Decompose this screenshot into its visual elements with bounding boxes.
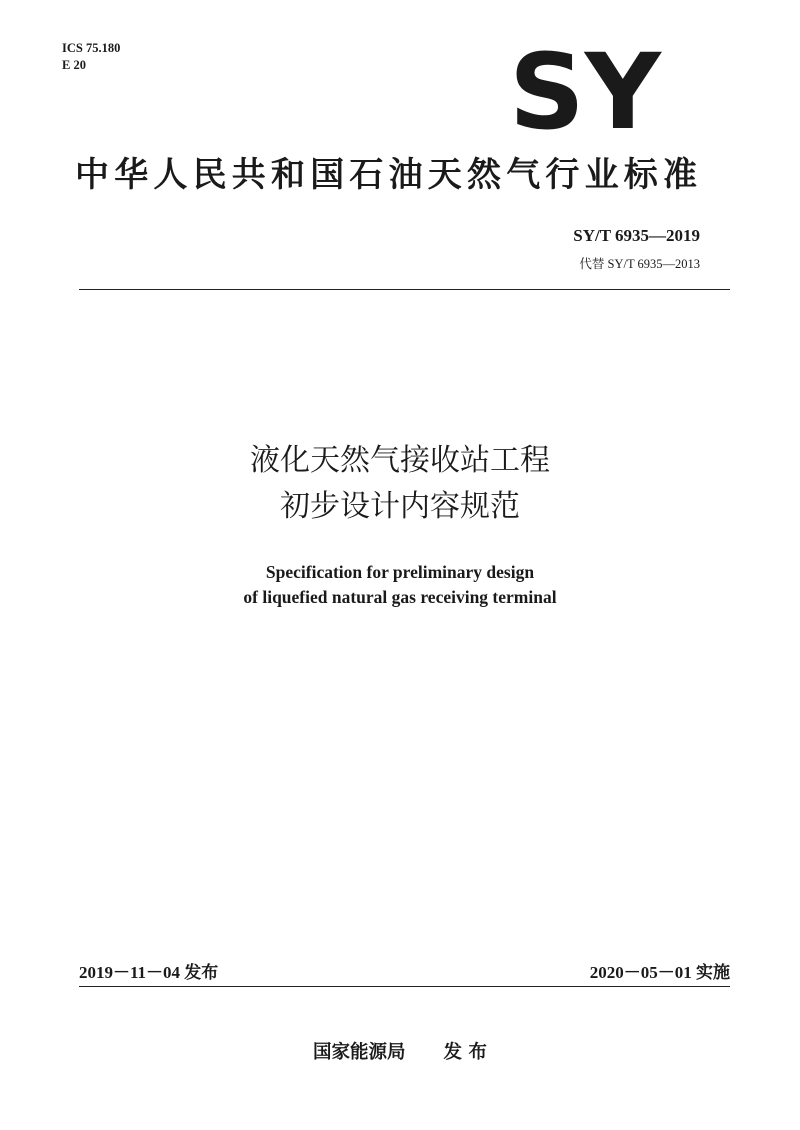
- publisher-action: 发 布: [443, 1042, 487, 1063]
- bottom-divider: [79, 986, 730, 987]
- ics-code: ICS 75.180: [62, 41, 121, 55]
- organization-title: 中华人民共和国石油天然气行业标准: [75, 155, 703, 195]
- issue-date: 2019－11－04 发布: [79, 963, 219, 982]
- chinese-title: [0, 438, 800, 530]
- english-title: [0, 560, 800, 610]
- standard-number: SY/T 6935—2019: [573, 226, 700, 245]
- english-title-line-1: Specification for preliminary design: [265, 562, 535, 582]
- classification-codes: [62, 40, 120, 74]
- publisher-name: 国家能源局: [313, 1042, 406, 1063]
- ccs-code: E 20: [62, 58, 86, 72]
- sy-logo: [505, 44, 665, 134]
- effective-date: 2020－05－01 实施: [589, 963, 730, 982]
- top-divider: [79, 289, 730, 290]
- english-title-line-2: of liquefied natural gas receiving terminal: [243, 587, 557, 607]
- publisher-line: [0, 1038, 800, 1064]
- sy-logo-text: SY: [509, 44, 663, 134]
- chinese-title-line-1: 液化天然气接收站工程: [250, 443, 550, 478]
- replaced-standard: 代替 SY/T 6935—2013: [579, 257, 700, 271]
- chinese-title-line-2: 初步设计内容规范: [280, 489, 520, 524]
